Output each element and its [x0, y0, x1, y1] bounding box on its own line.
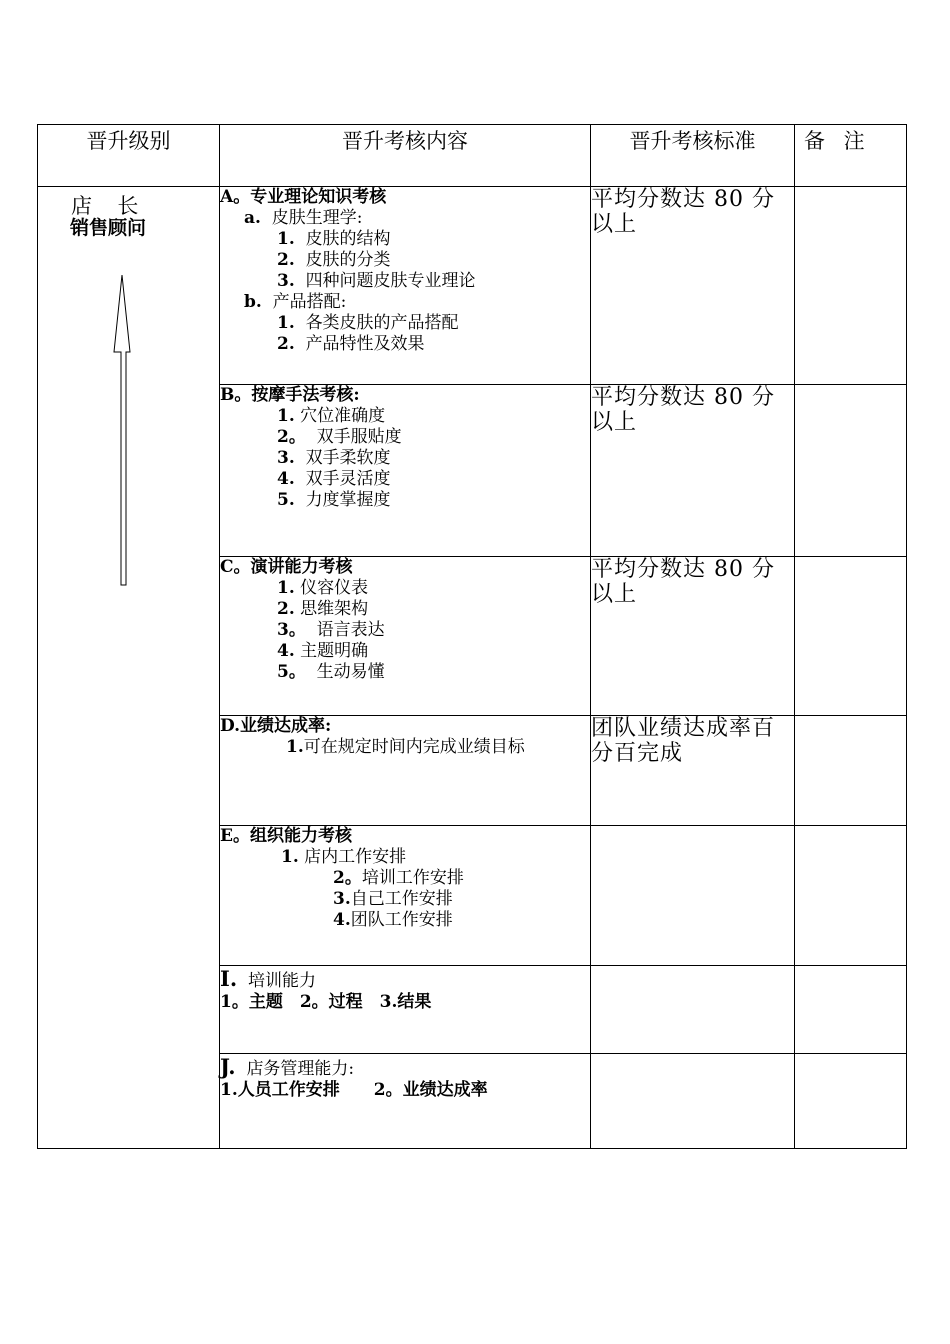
item-text: 四种问题皮肤专业理论	[305, 271, 476, 291]
note-cell	[795, 557, 907, 716]
level-store-manager: 店 长	[71, 194, 143, 218]
section-b-title: B。按摩手法考核:	[220, 385, 360, 405]
item-num: 4.	[277, 641, 295, 661]
item-text: 皮肤的结构	[305, 229, 391, 249]
item-text: 思维架构	[300, 599, 369, 619]
item-text: 可在规定时间内完成业绩目标	[303, 737, 525, 757]
item-num: 1.	[281, 847, 299, 867]
item-text: 自己工作安排	[350, 889, 453, 909]
item-text: 培训工作安排	[361, 868, 464, 888]
section-j-items: 1.人员工作安排 2。业绩达成率	[220, 1080, 488, 1100]
item-num: 1.	[277, 406, 295, 426]
level-sales-consultant: 销售顾问	[70, 217, 147, 239]
item-text: 团队工作安排	[350, 910, 453, 930]
section-j-title: 店务管理能力:	[246, 1059, 355, 1079]
content-cell-j	[220, 1054, 591, 1149]
content-cell-d	[220, 716, 591, 826]
item-num: 5。	[277, 662, 306, 682]
item-num: a.	[244, 208, 261, 228]
header-row	[38, 125, 907, 187]
item-num: 3.	[277, 271, 295, 291]
content-cell-e	[220, 826, 591, 966]
content-cell-a	[220, 187, 591, 385]
item-text: 仪容仪表	[300, 578, 369, 598]
item-num: 1.	[286, 737, 304, 757]
content-cell-i	[220, 966, 591, 1054]
item-text: 皮肤的分类	[305, 250, 391, 270]
item-text: 主题明确	[300, 641, 369, 661]
item-text: 产品搭配:	[272, 292, 347, 312]
item-text: 店内工作安排	[304, 847, 407, 867]
section-j-letter: J.	[220, 1054, 236, 1079]
note-cell	[795, 1054, 907, 1149]
promotion-table	[37, 124, 907, 1149]
standard-cell-i	[591, 966, 795, 1054]
header-content: 晋升考核内容	[220, 125, 591, 187]
item-text: 产品特性及效果	[305, 334, 425, 354]
standard-cell-d: 团队业绩达成率百分百完成	[591, 716, 795, 826]
item-num: 4.	[277, 469, 295, 489]
item-num: 2.	[277, 334, 295, 354]
content-cell-b	[220, 385, 591, 557]
standard-cell-a: 平均分数达 80 分以上	[591, 187, 795, 385]
item-text: 穴位准确度	[300, 406, 386, 426]
standard-cell-e	[591, 826, 795, 966]
item-num: 2。	[277, 427, 306, 447]
section-e-title: E。组织能力考核	[220, 826, 352, 846]
item-text: 生动易懂	[316, 662, 385, 682]
note-cell	[795, 187, 907, 385]
item-text: 皮肤生理学:	[271, 208, 363, 228]
item-text: 双手服贴度	[316, 427, 402, 447]
table-row	[38, 187, 907, 385]
item-num: 4.	[333, 910, 351, 930]
item-num: 1.	[277, 578, 295, 598]
item-text: 各类皮肤的产品搭配	[305, 313, 459, 333]
standard-cell-c: 平均分数达 80 分以上	[591, 557, 795, 716]
section-a-title: A。专业理论知识考核	[220, 187, 387, 207]
standard-cell-j	[591, 1054, 795, 1149]
note-cell	[795, 385, 907, 557]
note-cell	[795, 716, 907, 826]
item-text: 力度掌握度	[305, 490, 391, 510]
item-num: 3.	[277, 448, 295, 468]
item-num: 1.	[277, 229, 295, 249]
item-num: 3。	[277, 620, 306, 640]
header-standard: 晋升考核标准	[591, 125, 795, 187]
section-i-items: 1。主题 2。过程 3.结果	[220, 992, 432, 1012]
item-num: 2.	[277, 599, 295, 619]
item-num: b.	[244, 292, 262, 312]
header-level: 晋升级别	[38, 125, 220, 187]
item-num: 2。	[333, 868, 362, 888]
section-i-title: 培训能力	[247, 971, 316, 991]
promotion-arrow-icon	[113, 273, 133, 588]
item-text: 语言表达	[316, 620, 385, 640]
header-note: 备 注	[795, 125, 907, 187]
section-d-title: D.业绩达成率:	[220, 716, 332, 736]
item-num: 5.	[277, 490, 295, 510]
section-i-letter: I.	[220, 966, 238, 991]
content-cell-c	[220, 557, 591, 716]
note-cell	[795, 966, 907, 1054]
level-cell	[38, 187, 220, 1149]
standard-cell-b: 平均分数达 80 分以上	[591, 385, 795, 557]
item-num: 2.	[277, 250, 295, 270]
item-text: 双手柔软度	[305, 448, 391, 468]
item-text: 双手灵活度	[305, 469, 391, 489]
item-num: 3.	[333, 889, 351, 909]
note-cell	[795, 826, 907, 966]
section-c-title: C。演讲能力考核	[220, 557, 353, 577]
item-num: 1.	[277, 313, 295, 333]
